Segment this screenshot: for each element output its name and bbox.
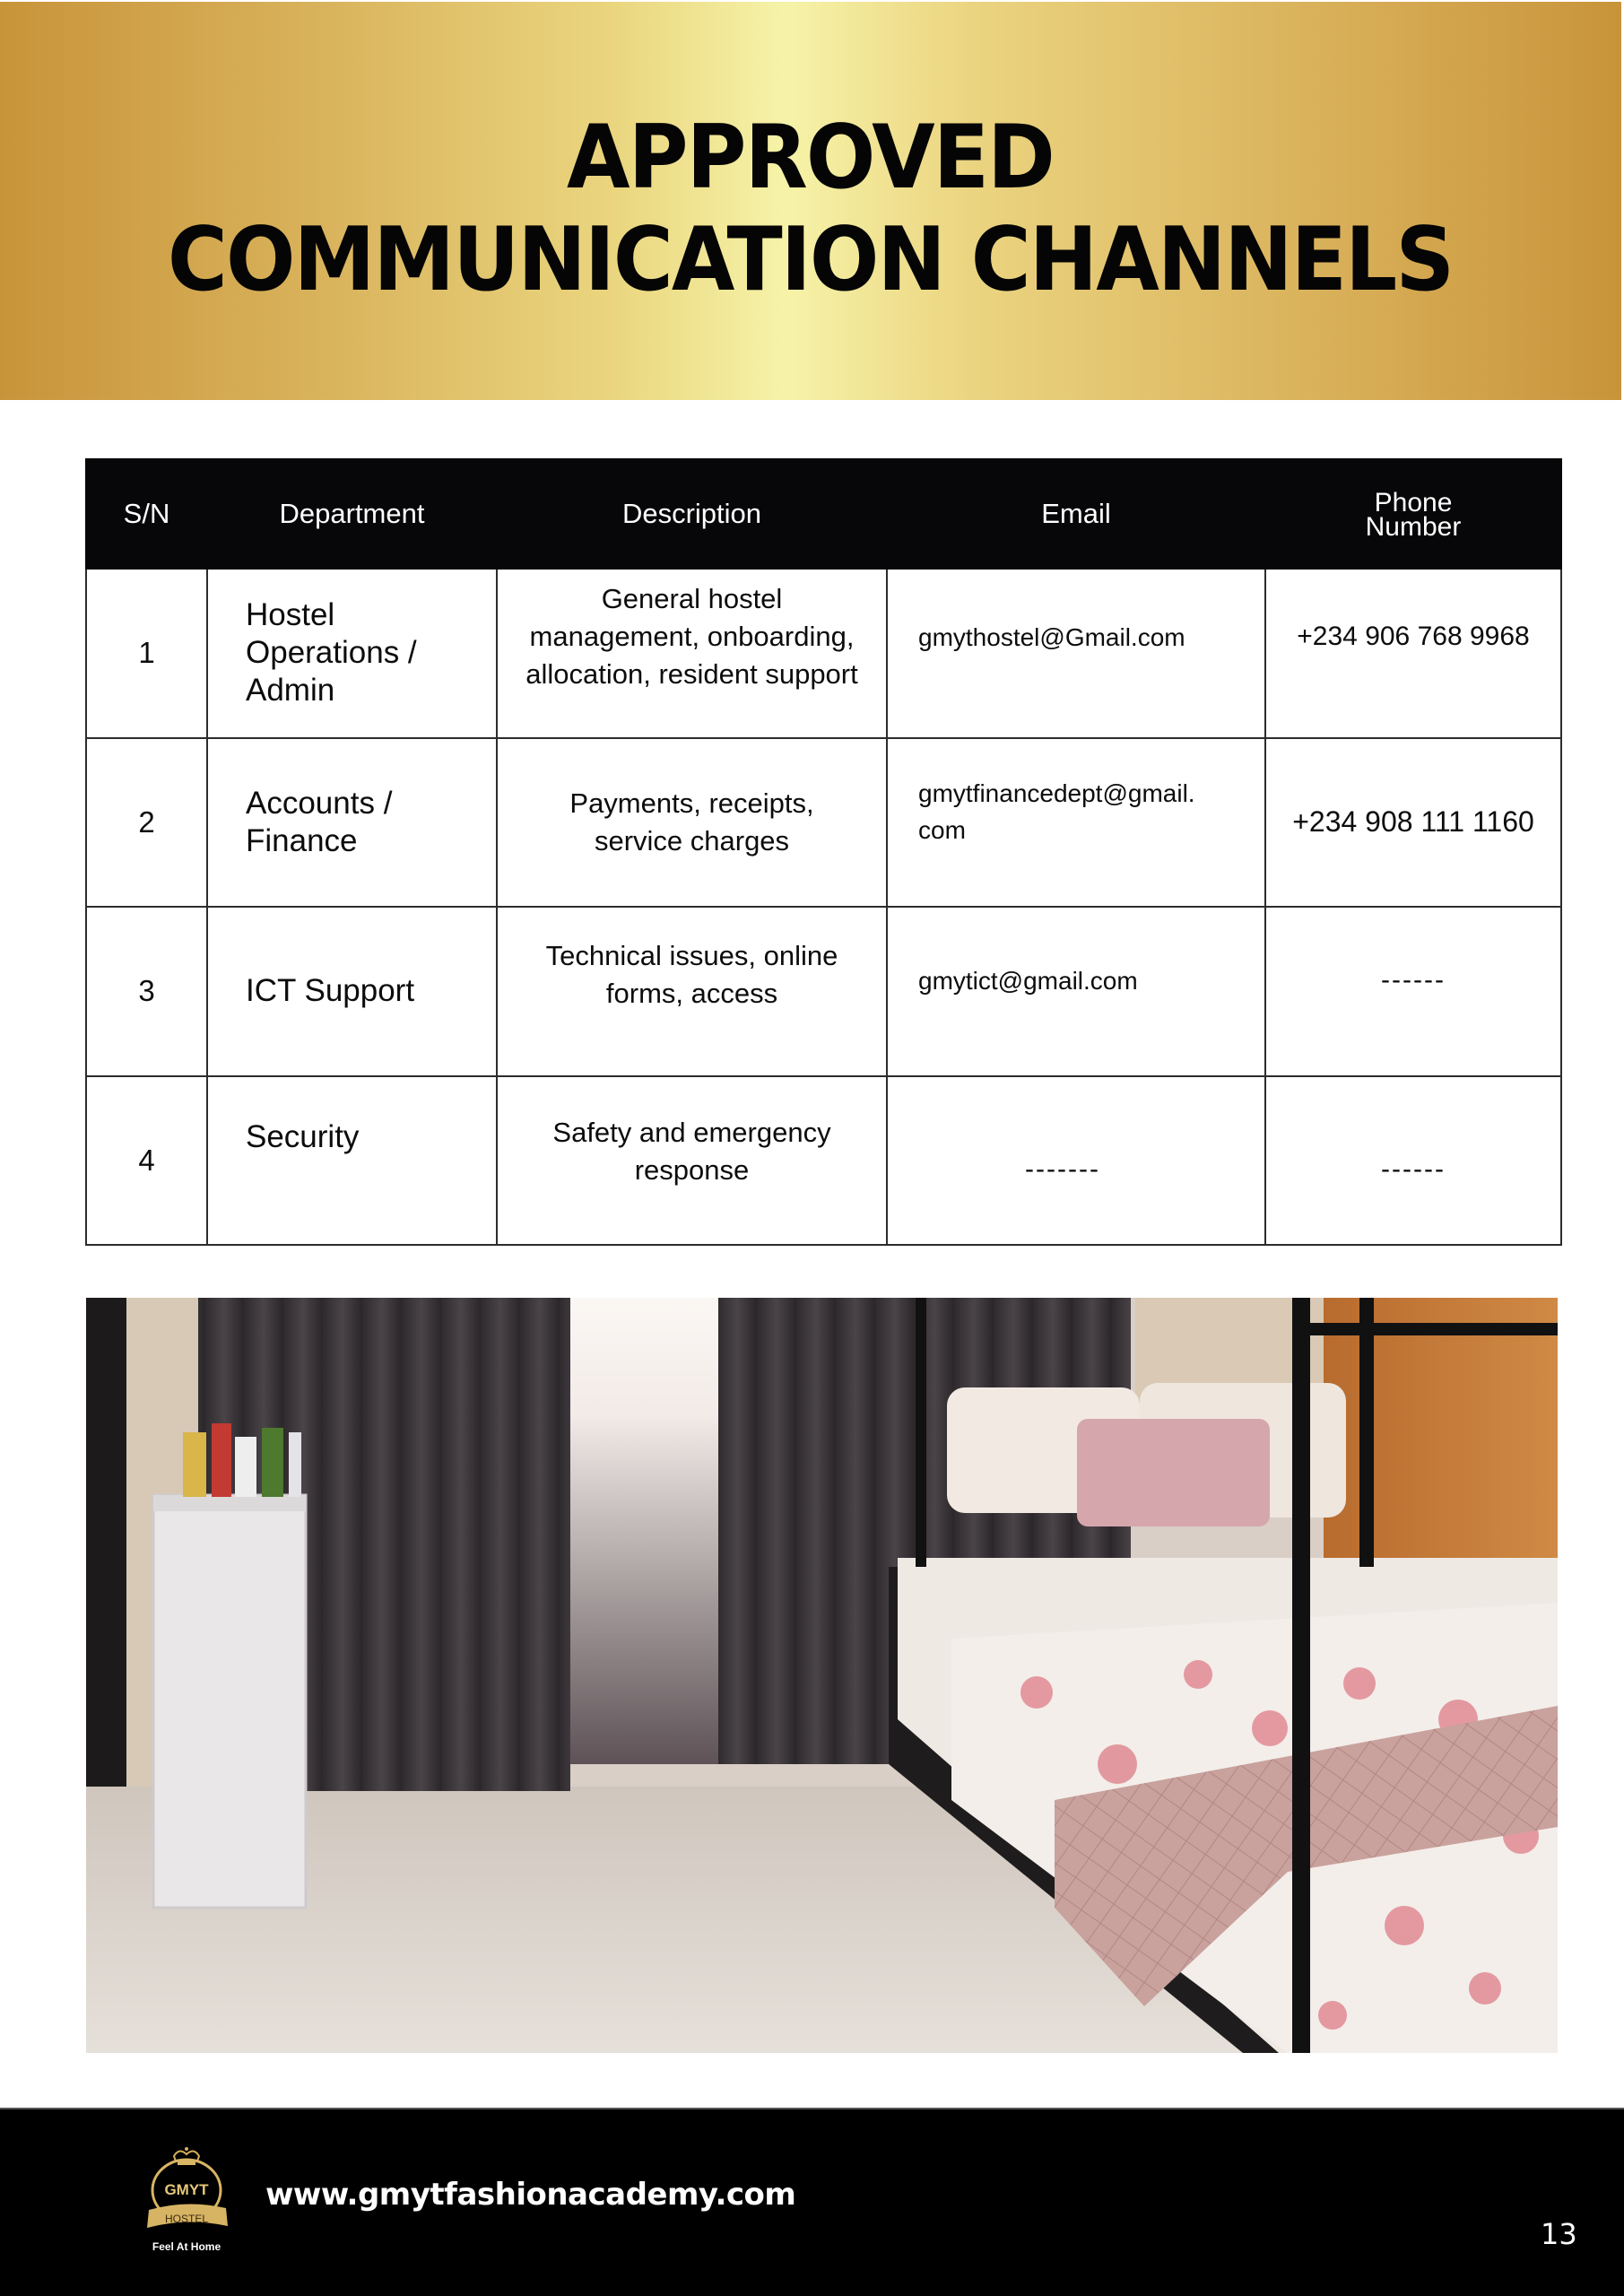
phone-number[interactable]: +234 908 111 1160 bbox=[1292, 804, 1534, 838]
cell-description bbox=[497, 738, 887, 908]
bottle bbox=[289, 1432, 301, 1497]
bottle bbox=[262, 1428, 283, 1497]
cell-phone bbox=[1265, 907, 1561, 1076]
accent-wall bbox=[1324, 1298, 1558, 1585]
table-row bbox=[86, 738, 1561, 908]
header-description: Description bbox=[497, 459, 887, 569]
cell-department bbox=[207, 1076, 497, 1246]
fridge-top bbox=[153, 1495, 306, 1511]
phone-number-placeholder: ------ bbox=[1381, 965, 1446, 996]
cell-sn: 3 bbox=[86, 907, 207, 1076]
header-phone-line-1: Phone bbox=[1374, 488, 1453, 517]
cell-phone bbox=[1265, 1076, 1561, 1246]
email-placeholder: ------- bbox=[1025, 1154, 1100, 1185]
email-link[interactable]: gmytict@gmail.com bbox=[918, 966, 1138, 995]
header-phone-number bbox=[1265, 459, 1561, 569]
svg-text:GMYT: GMYT bbox=[164, 2181, 209, 2198]
page-title-line-1: APPROVED bbox=[567, 107, 1055, 209]
page-footer bbox=[0, 2108, 1624, 2296]
header-sn: S/N bbox=[86, 459, 207, 569]
gmyt-hostel-logo bbox=[133, 2144, 240, 2260]
cell-sn: 1 bbox=[86, 569, 207, 738]
communication-channels-table bbox=[85, 458, 1560, 1246]
cell-email bbox=[887, 907, 1265, 1076]
mini-fridge bbox=[153, 1495, 306, 1908]
cell-phone bbox=[1265, 569, 1561, 738]
cell-department bbox=[207, 738, 497, 908]
table-row bbox=[86, 907, 1561, 1076]
cell-department bbox=[207, 569, 497, 738]
logo-tagline: Feel At Home bbox=[152, 2240, 221, 2253]
cell-description bbox=[497, 907, 887, 1076]
bunk-post bbox=[1359, 1298, 1374, 1567]
cell-description bbox=[497, 1076, 887, 1246]
cell-description bbox=[497, 569, 887, 738]
window-sheer bbox=[570, 1298, 718, 1764]
description-text: General hostel management, onboarding, allocation, resident support bbox=[525, 583, 858, 691]
table-row bbox=[86, 569, 1561, 738]
pink-cushion bbox=[1077, 1419, 1270, 1526]
website-link[interactable]: www.gmytfashionacademy.com bbox=[265, 2177, 796, 2213]
table-header-row bbox=[86, 459, 1561, 569]
department-text: ICT Support bbox=[246, 973, 415, 1009]
svg-text:HOSTEL: HOSTEL bbox=[164, 2213, 209, 2225]
cell-email bbox=[887, 1076, 1265, 1246]
bunk-post bbox=[1292, 1298, 1310, 2053]
phone-number[interactable]: +234 906 768 9968 bbox=[1297, 622, 1530, 652]
description-text: Technical issues, online forms, access bbox=[545, 940, 838, 1010]
header-email: Email bbox=[887, 459, 1265, 569]
table-header bbox=[86, 459, 1561, 569]
cell-department bbox=[207, 907, 497, 1076]
crown-crest-icon bbox=[133, 2144, 240, 2242]
page-number: 13 bbox=[1541, 2217, 1577, 2251]
bunk-rail bbox=[1310, 1323, 1558, 1335]
description-text: Payments, receipts, service charges bbox=[569, 787, 814, 857]
hostel-room-photo bbox=[86, 1298, 1558, 2053]
email-link[interactable]: gmytfinancedept@gmail.com bbox=[918, 778, 1195, 844]
email-link[interactable]: gmythostel@Gmail.com bbox=[918, 622, 1185, 651]
page-title bbox=[168, 107, 1453, 311]
cell-sn: 4 bbox=[86, 1076, 207, 1246]
department-text: Accounts / Finance bbox=[246, 785, 393, 858]
header-phone-line-2: Number bbox=[1365, 512, 1462, 542]
header-department: Department bbox=[207, 459, 497, 569]
department-text: Security bbox=[246, 1118, 360, 1154]
description-text: Safety and emergency response bbox=[552, 1116, 831, 1186]
bottle bbox=[212, 1423, 231, 1497]
bottle bbox=[235, 1437, 256, 1497]
bottle bbox=[183, 1432, 206, 1497]
cell-sn: 2 bbox=[86, 738, 207, 908]
phone-number-placeholder: ------ bbox=[1381, 1153, 1446, 1184]
page-title-line-2: COMMUNICATION CHANNELS bbox=[168, 209, 1454, 311]
room-illustration bbox=[86, 1298, 1558, 2053]
department-text: Hostel Operations / Admin bbox=[246, 597, 417, 709]
title-banner bbox=[0, 2, 1621, 400]
table-row bbox=[86, 1076, 1561, 1246]
bunk-post bbox=[916, 1298, 926, 1567]
cell-email bbox=[887, 738, 1265, 908]
cell-phone bbox=[1265, 738, 1561, 908]
cell-email bbox=[887, 569, 1265, 738]
